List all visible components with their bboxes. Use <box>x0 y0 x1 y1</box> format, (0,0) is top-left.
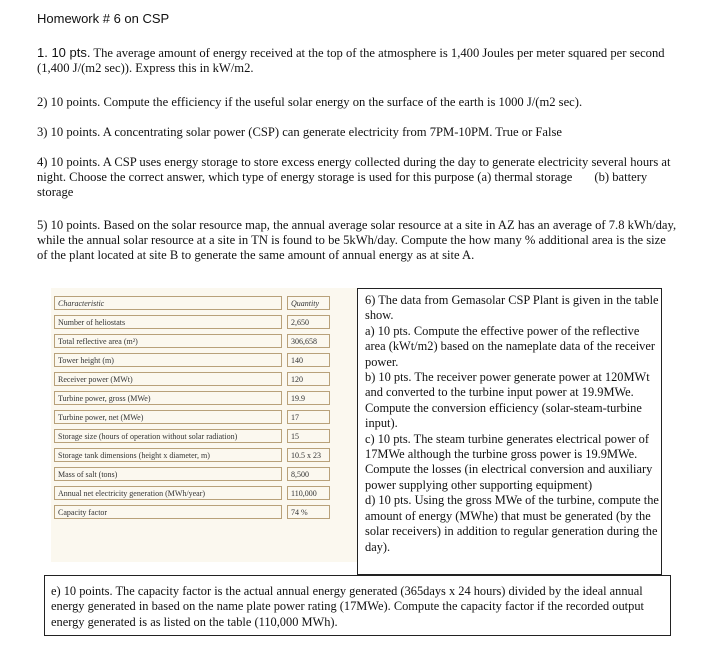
row-value: 74 % <box>287 505 330 519</box>
row-label: Mass of salt (tons) <box>54 467 282 481</box>
row-label: Tower height (m) <box>54 353 282 367</box>
row-value: 110,000 <box>287 486 330 500</box>
question-5: 5) 10 points. Based on the solar resource map, the annual average solar resource at a site in AZ has an average of 7.8 kWh/day, while the annual solar resource at a site in TN is found to be 5kWh/day. Compute the how many % additional area is the size of the plant located at site B to generate the same amount of annual energy as at site A. <box>37 218 677 262</box>
table-row <box>54 467 330 481</box>
question-6 <box>365 293 661 555</box>
question-2: 2) 10 points. Compute the efficiency if the useful solar energy on the surface of the earth is 1000 J/(m2 sec). <box>37 95 583 109</box>
question-4 <box>37 155 677 200</box>
row-label: Annual net electricity generation (MWh/year) <box>54 486 282 500</box>
table-row <box>54 486 330 500</box>
row-value: 17 <box>287 410 330 424</box>
table-row <box>54 391 330 405</box>
row-label: Turbine power, net (MWe) <box>54 410 282 424</box>
row-label: Turbine power, gross (MWe) <box>54 391 282 405</box>
table-header-row <box>54 296 330 310</box>
table-row <box>54 429 330 443</box>
row-label: Storage size (hours of operation without solar radiation) <box>54 429 282 443</box>
row-label: Number of heliostats <box>54 315 282 329</box>
table-row <box>54 505 330 519</box>
page-title: Homework # 6 on CSP <box>37 11 170 26</box>
question-6d: d) 10 pts. Using the gross MWe of the turbine, compute the amount of energy (MWhe) that must be generated (by the solar receivers) in addition to regular generation during the day). <box>365 493 659 554</box>
table-header-quantity: Quantity <box>287 296 330 310</box>
row-label: Total reflective area (m²) <box>54 334 282 348</box>
table-row <box>54 410 330 424</box>
table-row <box>54 448 330 462</box>
gemasolar-data-table <box>54 291 330 524</box>
gemasolar-data-table-image <box>51 288 357 562</box>
row-value: 19.9 <box>287 391 330 405</box>
question-6a: a) 10 pts. Compute the effective power of the reflective area (kWt/m2) based on the nameplate data of the receiver power. <box>365 323 656 369</box>
question-6c: c) 10 pts. The steam turbine generates electrical power of 17MWe although the turbine gross power is 19.9MWe. Compute the losses (in electrical conversion and auxiliary power supplying other supporting equipment) <box>365 431 653 492</box>
row-value: 10.5 x 23 <box>287 448 330 462</box>
row-value: 15 <box>287 429 330 443</box>
question-1 <box>37 45 677 76</box>
table-header-characteristic: Characteristic <box>54 296 282 310</box>
question-4-option-b: (b) battery storage <box>37 170 648 199</box>
row-value: 306,658 <box>287 334 330 348</box>
row-value: 120 <box>287 372 330 386</box>
row-label: Receiver power (MWt) <box>54 372 282 386</box>
question-6-intro: 6) The data from Gemasolar CSP Plant is given in the table show. <box>365 293 659 323</box>
table-row <box>54 315 330 329</box>
row-label: Storage tank dimensions (height x diameter, m) <box>54 448 282 462</box>
question-1-points: 1. 10 pts. <box>37 45 91 60</box>
row-label: Capacity factor <box>54 505 282 519</box>
question-4-text: 4) 10 points. A CSP uses energy storage to store excess energy collected during the day to generate electricity several hours at night. Choose the correct answer, which type of energy storage is used for this purpose (a) thermal storage <box>37 155 671 184</box>
question-6e: e) 10 points. The capacity factor is the actual annual energy generated (365days x 24 hours) divided by the ideal annual energy generated in based on the name plate power rating (17MWe). Compute the capacity factor if the recorded output energy generated is as listed on the table (110,000 MWh). <box>51 584 644 629</box>
table-row <box>54 372 330 386</box>
row-value: 8,500 <box>287 467 330 481</box>
question-3: 3) 10 points. A concentrating solar power (CSP) can generate electricity from 7PM-10PM. True or False <box>37 125 562 139</box>
question-6e-box <box>44 575 671 636</box>
question-6b: b) 10 pts. The receiver power generate power at 120MWt and converted to the turbine input power at 19.9MWe. Compute the conversion efficiency (solar-steam-turbine input). <box>365 370 650 431</box>
row-value: 2,650 <box>287 315 330 329</box>
table-row <box>54 334 330 348</box>
question-1-text: The average amount of energy received at the top of the atmosphere is 1,400 Joules per meter squared per second (1,400 J/(m2 sec)). Express this in kW/m2. <box>37 46 665 75</box>
question-6-box <box>357 288 662 575</box>
table-row <box>54 353 330 367</box>
row-value: 140 <box>287 353 330 367</box>
